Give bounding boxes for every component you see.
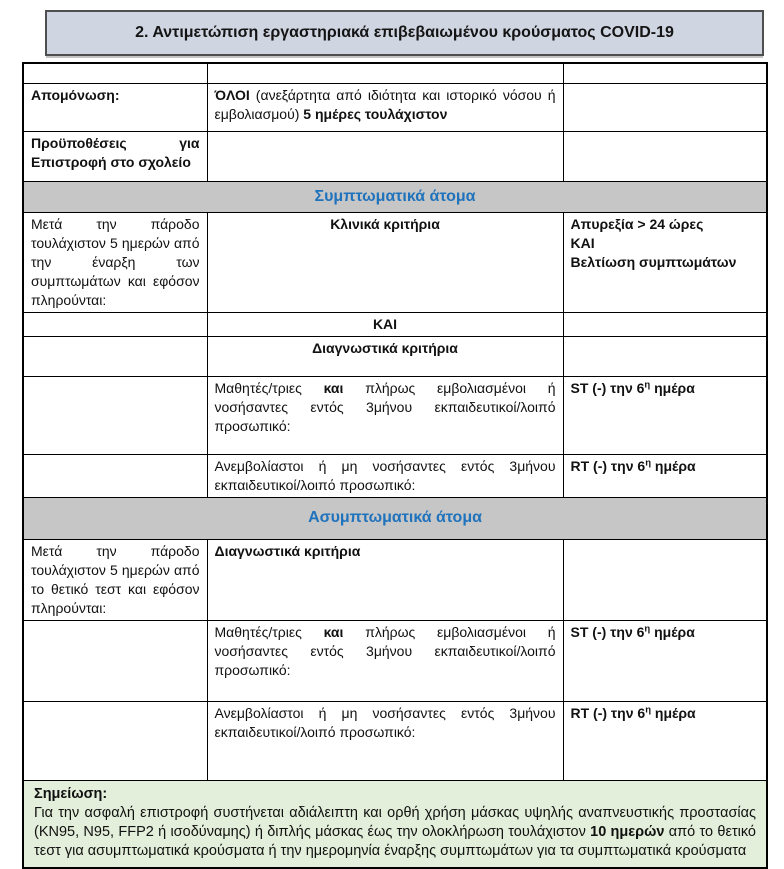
spacer-cell (207, 63, 563, 83)
section-band-asymptomatic (23, 497, 767, 539)
symptomatic-unvaccinated-text-cell: Ανεμβολίαστοι ή μη νοσήσαντες εντός 3μήνου εκπαιδευτικοί/λοιπό προσωπικό: (207, 454, 563, 497)
isolation-value-cell (207, 83, 563, 131)
table-row-symptomatic-vaccinated (23, 376, 767, 454)
result-text: RT (-) την 6 (570, 457, 646, 474)
clinical-criteria-header-cell: Κλινικά κριτήρια (207, 212, 563, 312)
result-text: ημέρα (651, 704, 696, 721)
empty-cell (23, 454, 207, 497)
isolation-value-bold-tail: 5 ημέρες τουλάχιστον (303, 105, 448, 122)
section-band-symptomatic (23, 181, 767, 212)
table-row-isolation (23, 83, 767, 131)
empty-cell (207, 131, 563, 181)
empty-cell (23, 701, 207, 780)
symptomatic-vaccinated-text-cell (207, 376, 563, 454)
result-text: ημέρα (650, 623, 695, 640)
note-body-post: από το θετικό τεστ για ασυμπτωματικά κρούσματα ή την ημερομηνία έναρξης συμπτωμάτων για τα συμπτωματικά κρούσματα (34, 824, 756, 860)
vaccinated-text-bold: και (323, 379, 344, 396)
result-text: RT (-) την 6 (570, 704, 646, 721)
spacer-cell (23, 63, 207, 83)
symptomatic-intro-cell: Μετά την πάροδο τουλάχιστον 5 ημερών από την έναρξη των συμπτωμάτων και εφόσον πληρούνται: (23, 212, 207, 312)
protocol-table (22, 62, 768, 869)
note-cell (23, 780, 767, 868)
isolation-value-bold-lead: ΌΛΟΙ (214, 86, 250, 103)
isolation-value-regular: (ανεξάρτητα από ιδιότητα και ιστορικό νόσου ή εμβολιασμού) (214, 86, 556, 122)
empty-cell (563, 539, 767, 620)
empty-cell (563, 336, 767, 376)
result-superscript: η (645, 704, 652, 716)
table-row-note (23, 780, 767, 868)
vaccinated-text-post: πλήρως εμβολιασμένοι ή νοσήσαντες εντός 3μήνου εκπαιδευτικοί/λοιπό προσωπικό: (214, 379, 556, 434)
table-row-clinical-criteria (23, 212, 767, 312)
result-superscript: η (644, 379, 651, 391)
asymptomatic-unvaccinated-text-cell: Ανεμβολίαστοι ή μη νοσήσαντες εντός 3μήνου εκπαιδευτικοί/λοιπό προσωπικό: (207, 701, 563, 780)
return-conditions-label-cell: Προϋποθέσεις για Επιστροφή στο σχολείο (23, 131, 207, 181)
asymptomatic-vaccinated-text-cell (207, 620, 563, 701)
isolation-label-cell: Απομόνωση: (23, 83, 207, 131)
empty-cell (563, 312, 767, 336)
clinical-outcome-line: Βελτίωση συμπτωμάτων (570, 253, 737, 270)
asymptomatic-vaccinated-result-cell (563, 620, 767, 701)
asymptomatic-band-cell: Ασυμπτωματικά άτομα (23, 497, 767, 539)
result-text: ST (-) την 6 (570, 623, 645, 640)
asymptomatic-diagnostic-header-cell: Διαγνωστικά κριτήρια (207, 539, 563, 620)
vaccinated-text-pre: Μαθητές/τριες (214, 623, 324, 640)
vaccinated-text-pre: Μαθητές/τριες (214, 379, 324, 396)
note-body-bold: 10 ημερών (590, 824, 665, 841)
clinical-outcome-cell (563, 212, 767, 312)
vaccinated-text-post: πλήρως εμβολιασμένοι ή νοσήσαντες εντός 3μήνου εκπαιδευτικοί/λοιπό προσωπικό: (214, 623, 556, 678)
table-row-asymptomatic-vaccinated (23, 620, 767, 701)
symptomatic-unvaccinated-result-cell (563, 454, 767, 497)
result-text: ημέρα (650, 379, 695, 396)
note-body (34, 804, 756, 861)
table-row-diagnostic-header (23, 336, 767, 376)
empty-cell (563, 83, 767, 131)
symptomatic-band-cell: Συμπτωματικά άτομα (23, 181, 767, 212)
note-body-pre: Για την ασφαλή επιστροφή συστήνεται αδιάλειπτη και ορθή χρήση μάσκας υψηλής αναπνευστικής προστασίας (KN95, N95, FFP2 ή ισοδύναμης) ή διπλής μάσκας έως την ολοκλήρωση τουλάχιστον (34, 805, 756, 841)
vaccinated-text-bold: και (323, 623, 344, 640)
table-row-spacer (23, 63, 767, 83)
document-title-text: 2. Αντιμετώπιση εργαστηριακά επιβεβαιωμένου κρούσματος COVID-19 (135, 24, 674, 41)
empty-cell (23, 312, 207, 336)
table-row-asymptomatic-intro (23, 539, 767, 620)
result-superscript: η (644, 623, 651, 635)
document-title (45, 10, 764, 56)
table-row-return-conditions (23, 131, 767, 181)
table-row-symptomatic-unvaccinated (23, 454, 767, 497)
asymptomatic-intro-cell: Μετά την πάροδο τουλάχιστον 5 ημερών από το θετικό τεστ και εφόσον πληρούνται: (23, 539, 207, 620)
symptomatic-vaccinated-result-cell (563, 376, 767, 454)
note-heading: Σημείωση: (34, 785, 108, 802)
clinical-outcome-line: ΚΑΙ (570, 234, 595, 251)
empty-cell (563, 131, 767, 181)
spacer-cell (563, 63, 767, 83)
empty-cell (23, 376, 207, 454)
result-text: ST (-) την 6 (570, 379, 645, 396)
diagnostic-criteria-header-cell: Διαγνωστικά κριτήρια (207, 336, 563, 376)
table-row-asymptomatic-unvaccinated (23, 701, 767, 780)
table-row-and-connector (23, 312, 767, 336)
result-text: ημέρα (651, 457, 696, 474)
clinical-outcome-line: Απυρεξία > 24 ώρες (570, 215, 704, 232)
result-superscript: η (645, 457, 652, 469)
empty-cell (23, 336, 207, 376)
empty-cell (23, 620, 207, 701)
and-connector-cell: ΚΑΙ (207, 312, 563, 336)
asymptomatic-unvaccinated-result-cell (563, 701, 767, 780)
